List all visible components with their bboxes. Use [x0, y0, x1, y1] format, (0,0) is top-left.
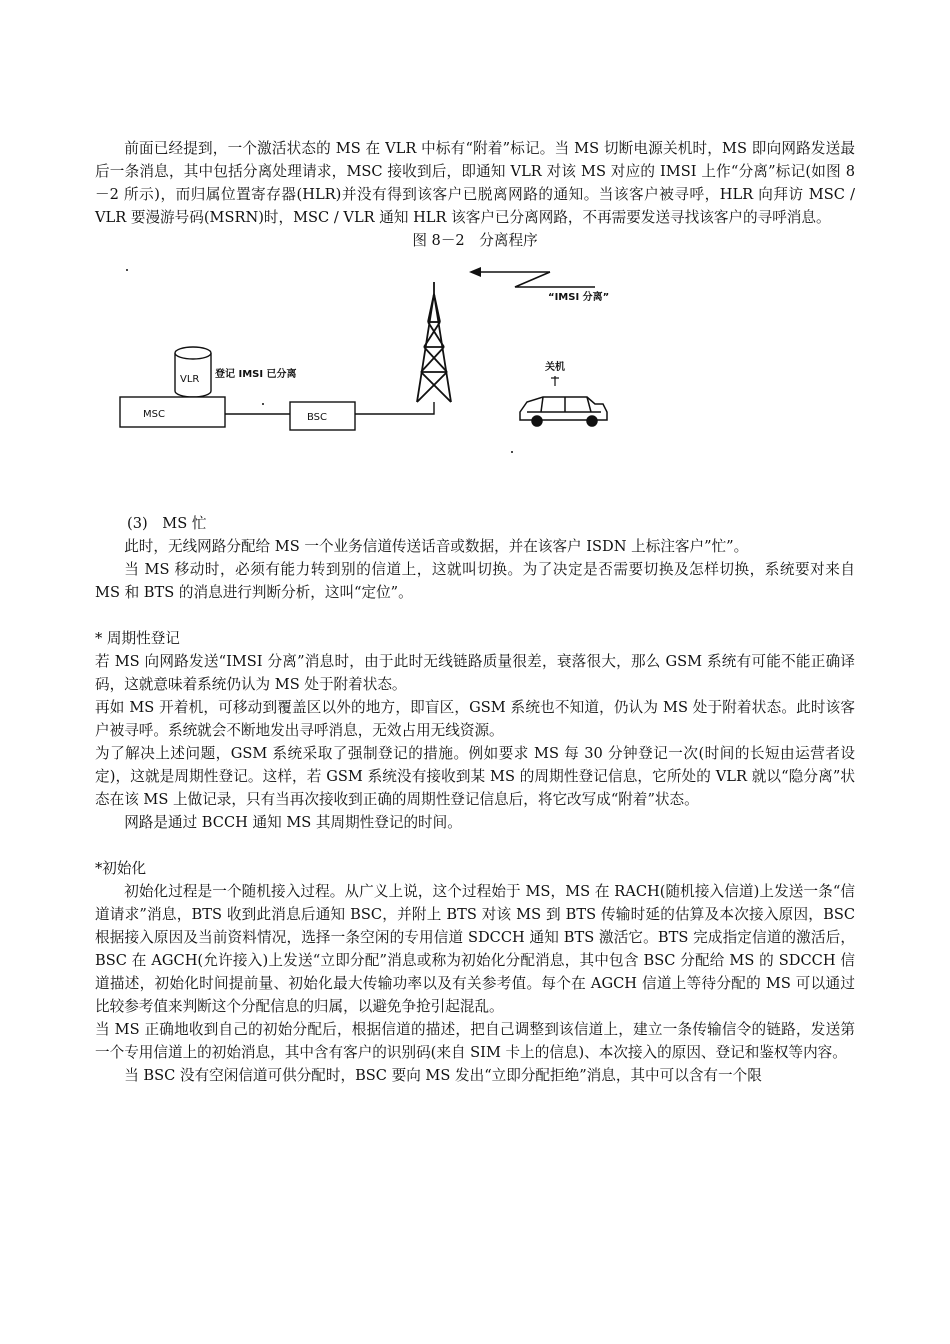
handset-antenna-icon — [551, 376, 559, 386]
document-page — [95, 137, 855, 1087]
register-detach-label: 登记 IMSI 已分离 — [215, 369, 297, 380]
periodic-paragraph-2: 再如 MS 开着机，可移动到覆盖区以外的地方，即盲区，GSM 系统也不知道，仍认为 MS 处于附着状态。此时该客户被寻呼。系统就会不断地发出寻呼消息，无效占用无线资源。 — [95, 699, 855, 739]
ms-busy-paragraph-2: 当 MS 移动时，必须有能力转到别的信道上，这就叫切换。为了决定是否需要切换及怎样切换，系统要对来自 MS 和 BTS 的消息进行判断分析，这叫“定位”。 — [95, 561, 855, 601]
figure-caption: 图 8－2 分离程序 — [412, 232, 538, 249]
power-off-label: 关机 — [545, 362, 565, 373]
periodic-paragraph-4: 网路是通过 BCCH 通知 MS 其周期性登记的时间。 — [124, 814, 462, 831]
car-mobile-station-icon — [520, 397, 607, 426]
vlr-database-icon — [175, 347, 211, 397]
vlr-label: VLR — [180, 374, 200, 385]
initialization-heading: *初始化 — [95, 860, 147, 877]
imsi-detach-label: “IMSI 分离” — [548, 292, 610, 303]
periodic-paragraph-3: 为了解决上述问题，GSM 系统采取了强制登记的措施。例如要求 MS 每 30 分钟登记一次(时间的长短由运营者设定)，这就是周期性登记。这样，若 GSM 系统没有接收到某 MS 的周期性登记信息，它所处的 VLR 就以“隐分离”状态在该 MS 上做记录，只有当再次接收到正确的周期性登记信息后，将它改写成“附着”状态。 — [95, 745, 855, 808]
bsc-label: BSC — [307, 412, 328, 423]
detach-procedure-figure — [95, 252, 855, 512]
radio-signal-icon — [469, 267, 595, 287]
ms-busy-heading: (3) MS 忙 — [127, 515, 207, 532]
initialization-paragraph-3: 当 BSC 没有空闲信道可供分配时，BSC 要向 MS 发出“立即分配拒绝”消息，其中可以含有一个限 — [124, 1067, 762, 1084]
msc-label: MSC — [143, 409, 165, 420]
initialization-paragraph-1: 初始化过程是一个随机接入过程。从广义上说，这个过程始于 MS，MS 在 RACH(随机接入信道)上发送一条“信道请求”消息，BTS 收到此消息后通知 BSC，并附上 BTS 对该 MS 到 BTS 传输时延的估算及本次接入原因，BSC 根据接入原因及当前资料情况，选择一条空闲的专用信道 SDCCH 通知 BTS 激活它。BTS 完成指定信道的激活后，BSC 在 AGCH(允许接入)上发送“立即分配”消息或称为初始化分配消息，其中包含 BSC 分配给 MS 的 SDCCH 信道描述，初始化时间提前量、初始化最大传输功率以及有关参考值。每个在 AGCH 信道上等待分配的 MS 可以通过比较参考值来判断这个分配信息的归属，以避免争抢引起混乱。 — [95, 883, 855, 1015]
periodic-registration-heading: * 周期性登记 — [95, 630, 180, 647]
detach-diagram — [95, 252, 855, 512]
intro-paragraph: 前面已经提到，一个激活状态的 MS 在 VLR 中标有“附着”标记。当 MS 切断电源关机时，MS 即向网路发送最后一条消息，其中包括分离处理请求，MSC 接收到后，即通知 VLR 对该 MS 对应的 IMSI 上作“分离”标记(如图 8－2 所示)，而归属位置寄存器(HLR)并没有得到该客户已脱离网路的通知。当该客户被寻呼，HLR 向拜访 MSC / VLR 要漫游号码(MSRN)时，MSC / VLR 通知 HLR 该客户已分离网路，不再需要发送寻找该客户的寻呼消息。 — [95, 140, 855, 226]
msc-box — [120, 397, 225, 427]
bts-tower-icon — [417, 282, 451, 402]
periodic-paragraph-1: 若 MS 向网路发送“IMSI 分离”消息时，由于此时无线链路质量很差，衰落很大，那么 GSM 系统有可能不能正确译码，这就意味着系统仍认为 MS 处于附着状态。 — [95, 653, 855, 693]
initialization-paragraph-2: 当 MS 正确地收到自己的初始分配后，根据信道的描述，把自己调整到该信道上，建立一条传输信令的链路，发送第一个专用信道上的初始消息，其中含有客户的识别码(来自 SIM 卡上的信息)、本次接入的原因、登记和鉴权等内容。 — [95, 1021, 855, 1061]
ms-busy-paragraph-1: 此时，无线网路分配给 MS 一个业务信道传送话音或数据，并在该客户 ISDN 上标注客户”忙”。 — [124, 538, 749, 555]
